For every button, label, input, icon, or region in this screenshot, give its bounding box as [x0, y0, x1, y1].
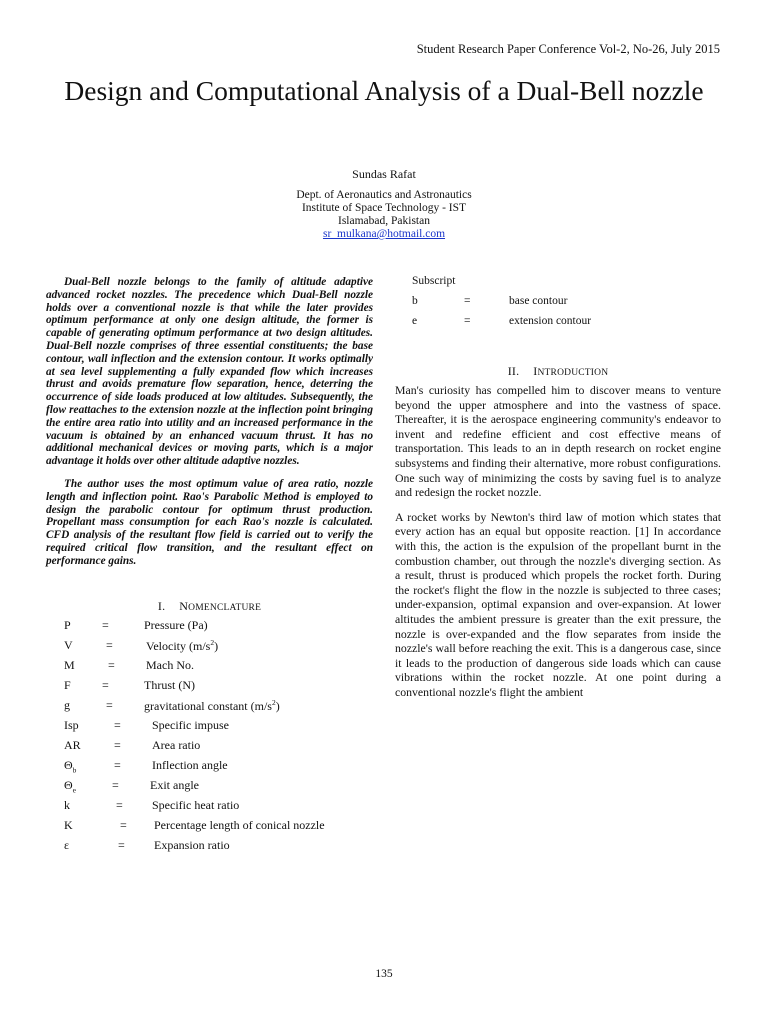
equals-sign: = [108, 658, 115, 672]
nomenclature-description: Percentage length of conical nozzle [154, 818, 325, 832]
description-text: gravitational constant (m/s [144, 699, 272, 713]
nomenclature-symbol: k [64, 798, 70, 812]
nomenclature-description: Thrust (N) [144, 678, 195, 692]
subscript-heading: Subscript [412, 275, 456, 287]
introduction-paragraph: Man's curiosity has compelled him to discover means to venture beyond the upper atmosphere and into the vastness of space. Thereafter, it is the aerospace engineering community's endeavor to invent and redefine efficient and cost effective means of transportation. This leads to an in depth research on rocket engine subsystems and finding their alternative, more robust configurations. One such way of minimizing the costs by saving fuel is to analyze and redesign the rocket nozzle. [395, 383, 721, 500]
section-title-initial: I [533, 364, 538, 378]
description-tail: ) [275, 699, 280, 713]
nomenclature-description: Expansion ratio [154, 838, 230, 852]
abstract-paragraph: Dual-Bell nozzle belongs to the family of altitude adaptive advanced rocket nozzles. The precedence which Dual-Bell nozzle holds over a conventional nozzle is that while the later provides optimum performance at only one design altitude, the former is capable of generating optimum performance at two design altitudes. Dual-Bell nozzle comprises of three essential constituents; the base contour, wall inflection and the extension contour. It works optimally at sea level supplementing a fully expanded flow which increases thrust and avoids premature flow separation, hence, deterring the occurrence of side loads produced at low altitudes. Subsequently, the flow reattaches to the extension nozzle at the inflection point bringing the entire area ratio into utility and an increased performance in the vacuum is obtained by an enhanced vacuum thrust. It has no additional mechanical devices or moving parts, which is a major advantage it holds over other altitude adaptive nozzles. [46, 276, 373, 468]
author-location: Islamabad, Pakistan [338, 215, 430, 227]
equals-sign: = [114, 758, 121, 772]
nomenclature-description: Specific heat ratio [152, 798, 240, 812]
section-number: II. [507, 364, 520, 378]
author-affiliation-institute: Institute of Space Technology - IST [301, 202, 467, 214]
nomenclature-symbol: K [64, 818, 73, 832]
equals-sign: = [102, 618, 109, 632]
nomenclature-symbol: ε [64, 838, 70, 852]
equals-sign: = [464, 295, 471, 307]
author-block [184, 168, 584, 241]
nomenclature-description [144, 698, 280, 714]
nomenclature-symbol [64, 778, 76, 794]
author-name: Sundas Rafat [352, 167, 416, 181]
nomenclature-description: Mach No. [146, 658, 194, 672]
nomenclature-symbol: V [64, 638, 73, 652]
equals-sign: = [116, 798, 123, 812]
page-number: 135 [375, 968, 393, 980]
superscript: 2 [271, 698, 276, 707]
nomenclature-description: Specific impuse [152, 718, 229, 732]
author-affiliation-dept: Dept. of Aeronautics and Astronautics [296, 189, 472, 201]
nomenclature-description [146, 638, 218, 654]
abstract [46, 276, 373, 568]
introduction-paragraph: A rocket works by Newton's third law of motion which states that every action has an equal but opposite reaction. [1] In accordance with this, the action is the expulsion of the propellant burnt in the combustion chamber, out through the nozzle's diverging section. As a result, thrust is produced which propels the rocket forth. During the rocket's flight the flow in the nozzle is subjected to three cases; under-expansion, optimal expansion and over-expansion. At lower altitudes the ambient pressure is greater than the exit pressure, the nozzle is over-expanded and the flow separates from inside the nozzle's wall before reaching the exit. This is a dangerous case, since it leads to the production of dangerous side loads which can cause vibrations within the rocket nozzle. At one point during a conventional nozzle's flight the ambient [395, 509, 721, 699]
subscript-description: base contour [509, 295, 568, 307]
nomenclature-heading [46, 599, 373, 614]
theta-symbol: Θ [64, 778, 73, 792]
subscript-symbol: b [412, 295, 418, 307]
nomenclature-description: Exit angle [150, 778, 199, 792]
introduction-body [395, 383, 721, 699]
paper-title: Design and Computational Analysis of a Dual-Bell nozzle [64, 75, 704, 106]
nomenclature-description: Pressure (Pa) [144, 618, 208, 632]
equals-sign: = [114, 738, 121, 752]
nomenclature-description: Inflection angle [152, 758, 228, 772]
section-title-rest: NTRODUCTION [537, 368, 609, 378]
running-header: Student Research Paper Conference Vol-2, No-26, July 2015 [416, 42, 720, 56]
equals-sign: = [106, 698, 113, 712]
section-number: I. [157, 599, 166, 613]
equals-sign: = [106, 638, 113, 652]
equals-sign: = [464, 315, 471, 327]
author-email-link[interactable]: sr_mulkana@hotmail.com [322, 228, 446, 240]
nomenclature-symbol: M [64, 658, 75, 672]
section-title-rest: OMENCLATURE [188, 603, 262, 613]
abstract-paragraph: The author uses the most optimum value of area ratio, nozzle length and inflection point. Rao's Parabolic Method is employed to design the parabolic contour for optimum thrust production. Propellant mass consumption for each Rao's nozzle is calculated. CFD analysis of the resultant flow field is carried out to verify the required critical flow transition, and the resultant effect on performance gains. [46, 477, 373, 567]
equals-sign: = [118, 838, 125, 852]
section-title-initial: N [179, 599, 189, 613]
nomenclature-symbol [64, 758, 76, 774]
description-tail: ) [214, 639, 219, 653]
nomenclature-description: Area ratio [152, 738, 201, 752]
nomenclature-symbol: Isp [64, 718, 79, 732]
equals-sign: = [114, 718, 121, 732]
subscript-description: extension contour [509, 315, 592, 327]
nomenclature-symbol: F [64, 678, 71, 692]
nomenclature-symbol: P [64, 618, 71, 632]
description-text: Velocity (m/s [146, 639, 211, 653]
equals-sign: = [102, 678, 109, 692]
nomenclature-symbol: g [64, 698, 70, 712]
subscript-symbol: e [412, 315, 418, 327]
nomenclature-symbol: AR [64, 738, 81, 752]
theta-symbol: Θ [64, 758, 73, 772]
equals-sign: = [112, 778, 119, 792]
subscript: e [72, 785, 77, 795]
equals-sign: = [120, 818, 127, 832]
subscript: b [72, 765, 77, 775]
superscript: 2 [210, 638, 215, 647]
introduction-heading [394, 364, 722, 379]
